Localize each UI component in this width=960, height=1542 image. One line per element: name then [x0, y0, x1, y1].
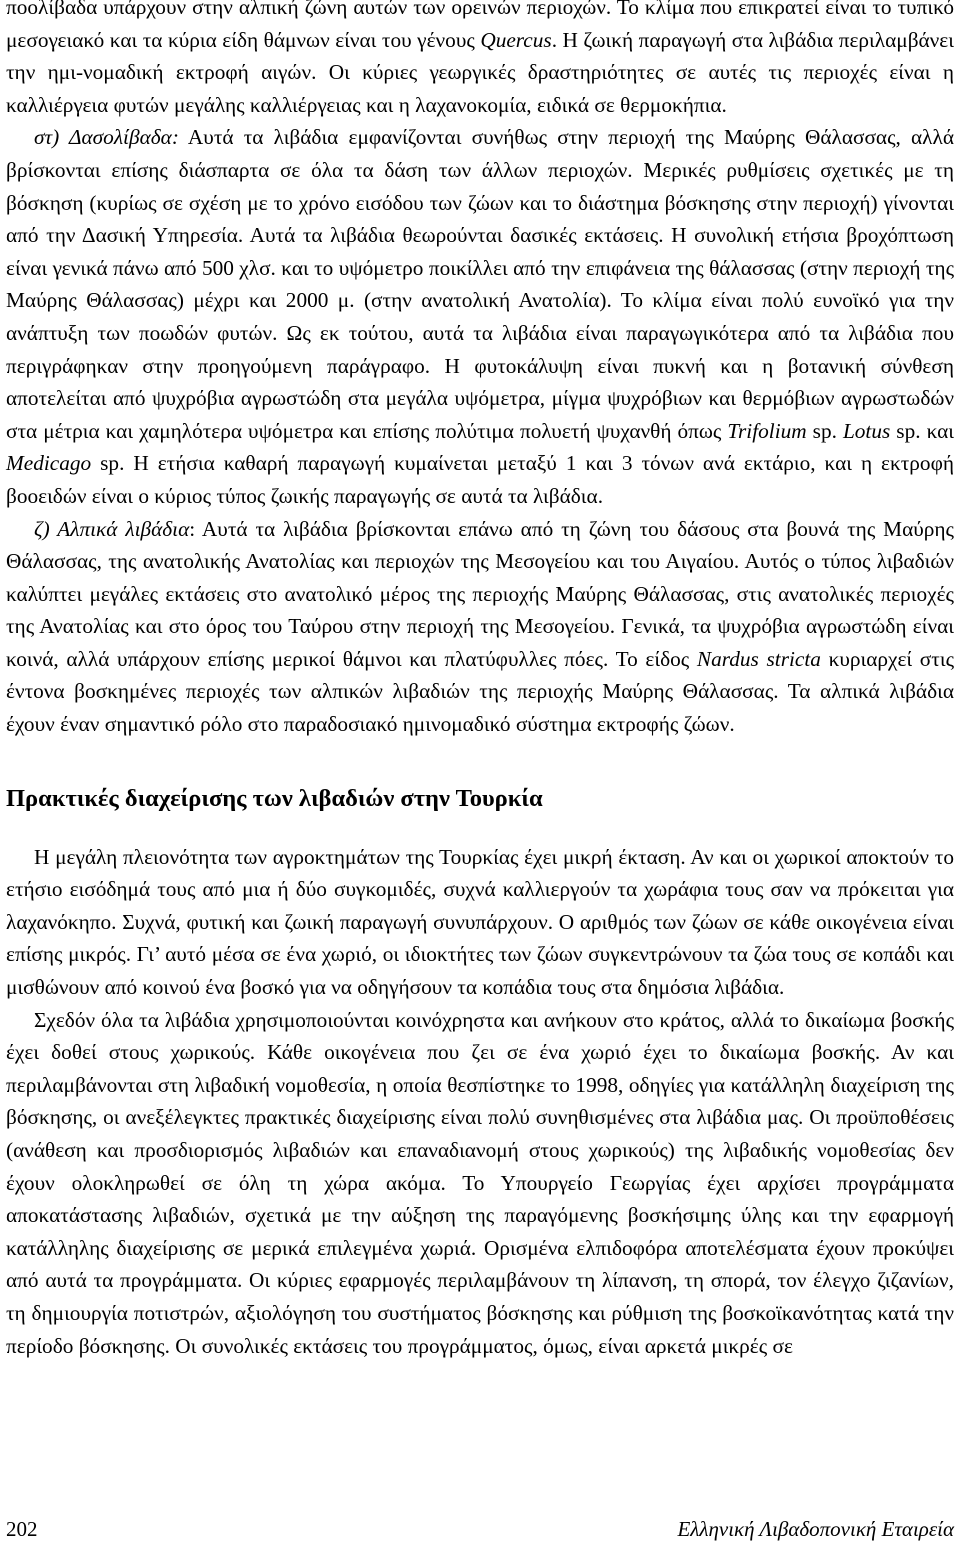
- subsection-label: ζ) Αλπικά λιβάδια: [34, 516, 190, 541]
- page-footer: [6, 1516, 954, 1542]
- subsection-label: στ) Δασολίβαδα:: [34, 125, 179, 150]
- publisher-name: Ελληνική Λιβαδοπονική Εταιρεία: [677, 1517, 954, 1541]
- paragraph-forest-rangelands: [6, 121, 954, 512]
- paragraph-text: Αυτά τα λιβάδια εμφανίζονται συνήθως στην περιοχή της Μαύρης Θάλασσας, αλλά βρίσκονται επίσης διάσπαρτα σε όλα τα δάση των άλλων περιοχών. Μερικές ρυθμίσεις σχετικές με τη βόσκηση (κυρίως σε σχέση με το χρόνο εισόδου των ζώων και το διάστημα βόσκησης στην περιοχή) γίνονται από την Δασική Υπηρεσία. Αυτά τα λιβάδια θεωρούνται δασικές εκτάσεις. Η συνολική ετήσια βροχόπτωση είναι γενικά πάνω από 500 χλσ. και το υψόμετρο ποικίλλει από την επιφάνεια της θάλασσας (στην περιοχή της Μαύρης Θάλασσας) μέχρι και 2000 μ. (στην ανατολική Ανατολία). Το κλίμα είναι πολύ ευνοϊκό για την ανάπτυξη των ποωδών φυτών. Ως εκ τούτου, αυτά τα λιβάδια είναι παραγωγικότερα από τα λιβάδια που περιγράφηκαν στην προηγούμενη παράγραφο. Η φυτοκάλυψη είναι πυκνή και η βοτανική σύνθεση αποτελείται από ψυχρόβια αγρωστώδη στα μεγάλα υψόμετρα, μίγμα ψυχρόβιων και θερμόβιων αγρωστωδών στα μέτρια και χαμηλότερα υψόμετρα και επίσης πολύτιμα πολυετή ψυχανθή όπως: [6, 125, 954, 443]
- section-heading: Πρακτικές διαχείρισης των λιβαδιών στην Τουρκία: [6, 784, 543, 812]
- paragraph-text: sp. και: [890, 418, 955, 443]
- paragraph-text: sp. Η ετήσια καθαρή παραγωγή κυμαίνεται μεταξύ 1 και 3 τόνων ανά εκτάριο, και η εκτροφή βοοειδών είναι ο κύριος τύπος ζωικής παραγωγής σε αυτά τα λιβάδια.: [6, 451, 954, 508]
- genus-name: Medicago: [6, 451, 92, 476]
- genus-name: Lotus: [842, 418, 891, 443]
- paragraph-farm-size: Η μεγάλη πλειονότητα των αγροκτημάτων της Τουρκίας έχει μικρή έκταση. Αν και οι χωρικοί αποκτούν το ετήσιο εισόδημά τους από μια ή δύο συγκομιδές, συχνά καλλιεργούν τα χωράφια τους σαν να πρόκειται για λαχανόκηπο. Συχνά, φυτική και ζωική παραγωγή συνυπάρχουν. Ο αριθμός των ζώων σε κάθε οικογένεια είναι επίσης μικρός. Γι’ αυτό μέσα σε ένα χωριό, οι ιδιοκτήτες των ζώων συγκεντρώνουν τα ζώα τους σε κοπάδι και μισθώνουν από κοινού ένα βοσκό για να οδηγήσουν τα κοπάδια τους στα δημόσια λιβάδια.: [6, 844, 954, 1000]
- page-number: 202: [6, 1517, 38, 1541]
- document-page: [6, 0, 954, 1362]
- species-name: Nardus stricta: [696, 646, 821, 671]
- section-heading-wrapper: [6, 783, 954, 815]
- paragraph-alpine-rangelands: [6, 513, 954, 741]
- paragraph-text: κυριαρχεί στις έντονα βοσκημένες περιοχές των αλπικών λιβαδιών της περιοχής Μαύρης Θάλασσας. Τα αλπικά λιβάδια έχουν έναν σημαντικό ρόλο στο παραδοσιακό ημινομαδικό σύστημα εκτροφής ζώων.: [6, 646, 954, 737]
- paragraph-text: : Αυτά τα λιβάδια βρίσκονται επάνω από τη ζώνη του δάσους στα βουνά της Μαύρης Θάλασσας, της ανατολικής Ανατολίας και περιοχών της Μεσογείου και του Αιγαίου. Αυτός ο τύπος λιβαδιών καλύπτει μεγάλες εκτάσεις στο ανατολικό μέρος της περιοχής Μαύρης Θάλασσας, στις ανατολικές περιοχές της Ανατολίας και στο όρος του Ταύρου στην περιοχή της Μεσογείου. Γενικά, τα ψυχρόβια αγρωστώδη είναι κοινά, αλλά υπάρχουν επίσης μερικοί θάμνοι και πλατύφυλλες πόες. Το είδος: [6, 516, 954, 671]
- paragraph-text: ποολίβαδα υπάρχουν στην αλπική ζώνη αυτών των ορεινών περιοχών. Το κλίμα που επικρατεί είναι το τυπικό μεσογειακό και τα κύρια είδη θάμνων είναι του γένους: [6, 0, 954, 52]
- paragraph-text: sp.: [806, 418, 843, 443]
- genus-name: Quercus: [480, 27, 552, 52]
- paragraph-common-grazing: Σχεδόν όλα τα λιβάδια χρησιμοποιούνται κοινόχρηστα και ανήκουν στο κράτος, αλλά το δικαίωμα βοσκής έχει δοθεί στους χωρικούς. Κάθε οικογένεια που ζει σε ένα χωριό έχει το δικαίωμα βοσκής. Αν και περιλαμβάνονται στη λιβαδική νομοθεσία, η οποία θεσπίστηκε το 1998, οδηγίες για κατάλληλη διαχείριση της βόσκησης, οι ανεξέλεγκτες πρακτικές διαχείρισης είναι πολύ συνηθισμένες στα λιβάδια μας. Οι προϋποθέσεις (ανάθεση και προσδιορισμός λιβαδιών και επαναδιανομή στους χωρικούς) της λιβαδικής νομοθεσίας δεν έχουν ολοκληρωθεί σε όλη τη χώρα ακόμα. Το Υπουργείο Γεωργίας έχει αρχίσει προγράμματα αποκατάστασης λιβαδιών, σχετικά με την αύξηση της παραγόμενης βοσκήσιμης ύλης και την εφαρμογή κατάλληλης διαχείρισης σε μερικά επιλεγμένα χωριά. Ορισμένα ελπιδοφόρα αποτελέσματα έχουν προκύψει από αυτά τα προγράμματα. Οι κύριες εφαρμογές περιλαμβάνουν τη λίπανση, τη σπορά, τον έλεγχο ζιζανίων, τη δημιουργία ποτιστρών, αξιολόγηση του συστήματος βόσκησης και ρύθμιση της βοσκοϊκανότητας κατά την περίοδο βόσκησης. Οι συνολικές εκτάσεις του προγράμματος, όμως, είναι αρκετά μικρές σε: [6, 1007, 954, 1358]
- paragraph-text: . Η ζωική παραγωγή στα λιβάδια περιλαμβάνει την ημι-νομαδική εκτροφή αιγών. Οι κύριες γεωργικές δραστηριότητες σε αυτές τις περιοχές είναι η καλλιέργεια φυτών μεγάλης καλλιέργειας και η λαχανοκομία, ειδικά σε θερμοκήπια.: [6, 27, 954, 117]
- genus-name: Trifolium: [727, 418, 807, 443]
- paragraph-intro: [6, 0, 954, 121]
